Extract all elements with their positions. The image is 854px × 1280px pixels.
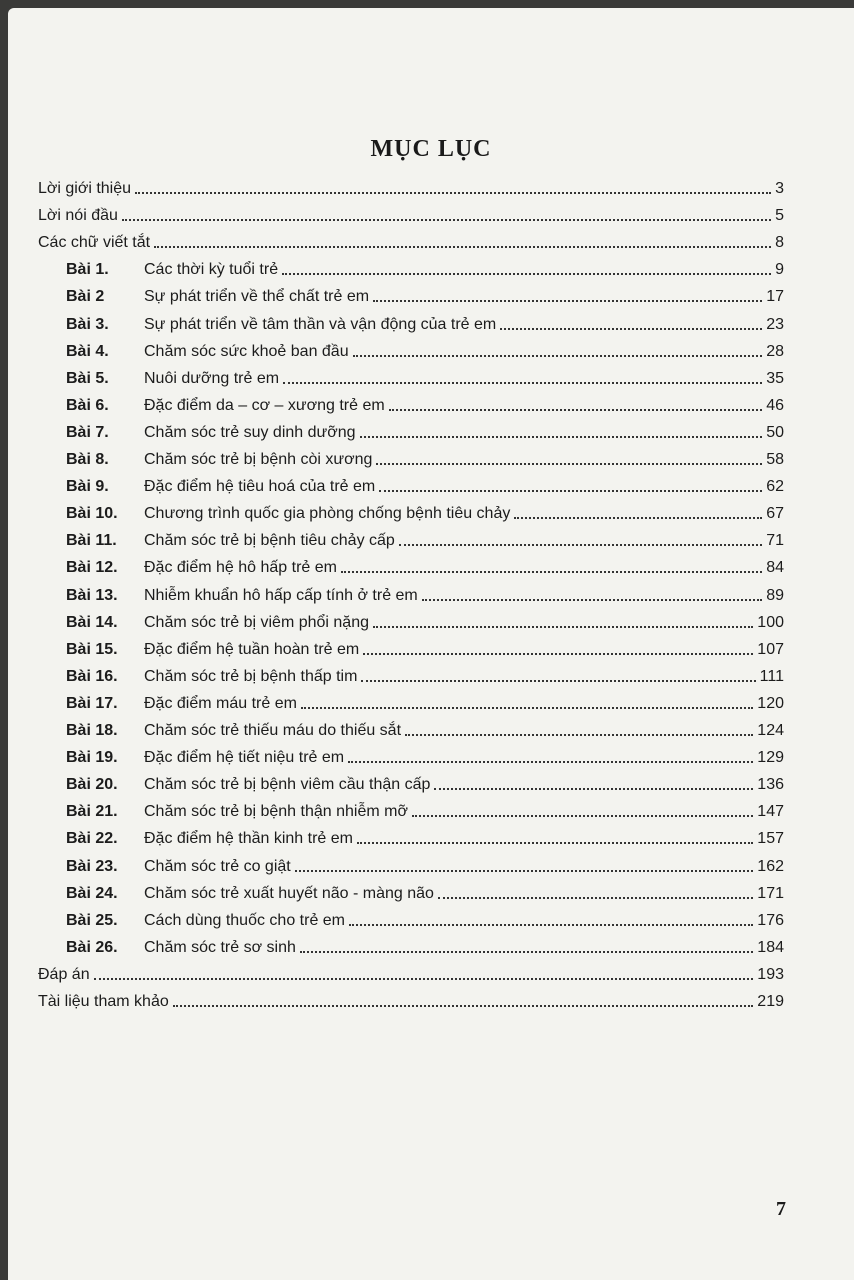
lesson-number: Bài 17. — [66, 694, 118, 712]
toc-lesson-row[interactable] — [66, 420, 784, 442]
dot-leader — [373, 300, 762, 302]
toc-entry-title: Cách dùng thuốc cho trẻ em — [144, 911, 346, 929]
toc-page-number: 171 — [757, 884, 784, 902]
toc-page-number: 129 — [757, 749, 784, 767]
lesson-number: Bài 26. — [66, 938, 118, 956]
toc-page-number: 107 — [757, 640, 784, 658]
dot-leader — [135, 192, 771, 194]
lesson-number: Bài 7. — [66, 423, 109, 441]
toc-page-number: 8 — [775, 234, 784, 252]
toc-page-number: 9 — [775, 261, 784, 279]
toc-entry-title: Đặc điểm hệ hô hấp trẻ em — [144, 559, 337, 577]
toc-page-number: 89 — [766, 586, 784, 604]
toc-entry-title: Các thời kỳ tuổi trẻ — [144, 261, 279, 279]
dot-leader — [357, 842, 753, 844]
dot-leader — [341, 571, 762, 573]
toc-lesson-row[interactable] — [66, 637, 784, 659]
dot-leader — [283, 382, 762, 384]
dot-leader — [282, 273, 771, 275]
toc-page-number: 67 — [766, 505, 784, 523]
toc-page-number: 35 — [766, 369, 784, 387]
toc-page-number: 58 — [766, 451, 784, 468]
toc-lesson-row[interactable] — [66, 772, 784, 794]
toc-page-number: 176 — [757, 911, 784, 929]
dot-leader — [399, 544, 762, 546]
toc-lesson-row[interactable] — [66, 393, 784, 415]
dot-leader — [301, 707, 753, 709]
toc-page-number: 184 — [757, 938, 784, 956]
toc-entry-title: Chăm sóc trẻ bị bệnh thận nhiễm mỡ — [144, 803, 408, 821]
toc-lesson-row[interactable] — [66, 312, 784, 334]
toc-page-number: 23 — [766, 315, 784, 333]
toc-entry-title: Chương trình quốc gia phòng chống bệnh tiêu chảy — [144, 505, 511, 523]
toc-lesson-row[interactable] — [66, 528, 784, 550]
lesson-number: Bài 1. — [66, 261, 109, 279]
toc-entry-title: Đặc điểm hệ tiết niệu trẻ em — [144, 749, 345, 767]
lesson-number: Bài 3. — [66, 315, 109, 333]
toc-row[interactable] — [38, 230, 784, 252]
dot-leader — [363, 653, 753, 655]
toc-page-number: 219 — [757, 993, 784, 1010]
toc-entry-title: Chăm sóc trẻ co giật — [144, 857, 291, 875]
toc-lesson-row[interactable] — [66, 881, 784, 903]
lesson-number: Bài 22. — [66, 830, 118, 848]
dot-leader — [376, 463, 762, 465]
dot-leader — [173, 1005, 754, 1007]
toc-entry-title: Chăm sóc trẻ suy dinh dưỡng — [144, 423, 356, 441]
toc-page-number: 50 — [766, 423, 784, 441]
lesson-number: Bài 8. — [66, 451, 109, 468]
lesson-number: Bài 13. — [66, 586, 118, 604]
toc-entry-title: Chăm sóc trẻ sơ sinh — [144, 938, 296, 956]
toc-page-number: 111 — [759, 667, 784, 685]
lesson-number: Bài 16. — [66, 667, 118, 685]
toc-lesson-row[interactable] — [66, 474, 784, 496]
toc-page-number: 17 — [766, 288, 784, 306]
lesson-number: Bài 19. — [66, 749, 118, 767]
toc-entry-title: Đặc điểm hệ tiêu hoá của trẻ em — [144, 478, 376, 496]
dot-leader — [422, 599, 762, 601]
toc-entry-title: Tài liệu tham khảo — [38, 993, 169, 1010]
dot-leader — [500, 328, 762, 330]
toc-entry-title: Đặc điểm da – cơ – xương trẻ em — [144, 396, 385, 414]
toc-lesson-row[interactable] — [66, 908, 784, 930]
toc-entry-title: Nhiễm khuẩn hô hấp cấp tính ở trẻ em — [144, 586, 418, 604]
table-of-contents — [8, 8, 854, 1280]
lesson-number: Bài 6. — [66, 396, 109, 414]
lesson-number: Bài 12. — [66, 559, 118, 577]
dot-leader — [389, 409, 763, 411]
dot-leader — [154, 246, 771, 248]
toc-lesson-row[interactable] — [66, 447, 784, 469]
lesson-number: Bài 15. — [66, 640, 118, 658]
toc-entry-title: Chăm sóc trẻ bị bệnh viêm cầu thận cấp — [144, 776, 431, 794]
dot-leader — [373, 626, 753, 628]
lesson-number: Bài 23. — [66, 857, 118, 875]
toc-lesson-row[interactable] — [66, 826, 784, 848]
toc-page-number: 147 — [757, 803, 784, 821]
toc-entry-title: Sự phát triển về thể chất trẻ em — [144, 288, 370, 306]
toc-entry-title: Chăm sóc trẻ bị viêm phổi nặng — [144, 613, 369, 631]
dot-leader — [412, 815, 753, 817]
toc-page-number: 5 — [775, 207, 784, 225]
toc-lesson-row[interactable] — [66, 854, 784, 876]
lesson-number: Bài 25. — [66, 911, 118, 929]
toc-entry-title: Chăm sóc trẻ thiếu máu do thiếu sắt — [144, 722, 402, 739]
toc-page-number: 3 — [775, 180, 784, 197]
toc-lesson-row[interactable] — [66, 664, 784, 686]
lesson-number: Bài 10. — [66, 505, 118, 523]
toc-lesson-row[interactable] — [66, 339, 784, 361]
toc-row[interactable] — [38, 203, 784, 225]
toc-lesson-row[interactable] — [66, 745, 784, 767]
lesson-number: Bài 20. — [66, 776, 118, 794]
toc-entry-title: Lời nói đầu — [38, 207, 118, 225]
toc-page-number: 193 — [757, 965, 784, 983]
lesson-number: Bài 5. — [66, 369, 109, 387]
dot-leader — [353, 355, 763, 357]
toc-page-number: 157 — [757, 830, 784, 848]
dot-leader — [122, 219, 771, 221]
toc-lesson-row[interactable] — [66, 284, 784, 306]
toc-entry-title: Chăm sóc trẻ xuất huyết não - màng não — [144, 884, 434, 902]
dot-leader — [295, 870, 754, 872]
page-title: MỤC LỤC — [370, 136, 492, 162]
lesson-number: Bài 11. — [66, 532, 117, 550]
dot-leader — [348, 761, 753, 763]
toc-entry-title: Đặc điểm máu trẻ em — [144, 694, 297, 712]
toc-page-number: 100 — [757, 613, 784, 631]
toc-entry-title: Nuôi dưỡng trẻ em — [144, 369, 280, 387]
toc-row[interactable] — [38, 176, 784, 198]
toc-entry-title: Chăm sóc sức khoẻ ban đầu — [144, 342, 349, 360]
dot-leader — [360, 436, 763, 438]
toc-entry-title: Lời giới thiệu — [38, 180, 132, 197]
toc-lesson-row[interactable] — [66, 935, 784, 957]
toc-row[interactable] — [38, 989, 784, 1011]
toc-lesson-row[interactable] — [66, 366, 784, 388]
toc-page-number: 136 — [757, 776, 784, 794]
toc-entry-title: Sự phát triển về tâm thần và vận động của trẻ em — [144, 315, 497, 333]
toc-lesson-row[interactable] — [66, 257, 784, 279]
toc-entry-title: Chăm sóc trẻ bị bệnh tiêu chảy cấp — [144, 532, 395, 550]
dot-leader — [434, 788, 753, 790]
toc-lesson-row[interactable] — [66, 691, 784, 713]
lesson-number: Bài 21. — [66, 803, 118, 821]
book-page — [8, 8, 854, 1280]
toc-entry-title: Chăm sóc trẻ bị bệnh còi xương — [144, 451, 373, 468]
toc-page-number: 28 — [766, 342, 784, 360]
dot-leader — [300, 951, 753, 953]
toc-lesson-row[interactable] — [66, 610, 784, 632]
lesson-number: Bài 14. — [66, 613, 118, 631]
lesson-number: Bài 4. — [66, 342, 109, 360]
toc-entry-title: Các chữ viết tắt — [38, 234, 151, 252]
toc-entry-title: Đáp án — [38, 965, 90, 983]
toc-lesson-row[interactable] — [66, 718, 784, 740]
toc-row[interactable] — [38, 962, 784, 984]
toc-lesson-row[interactable] — [66, 799, 784, 821]
lesson-number: Bài 2 — [66, 288, 105, 306]
toc-page-number: 162 — [757, 857, 784, 875]
toc-page-number: 62 — [766, 478, 784, 496]
toc-page-number: 120 — [757, 694, 784, 712]
lesson-number: Bài 18. — [66, 722, 118, 739]
toc-page-number: 71 — [766, 532, 784, 550]
dot-leader — [514, 517, 762, 519]
lesson-number: Bài 9. — [66, 478, 109, 496]
toc-lesson-row[interactable] — [66, 501, 784, 523]
toc-page-number: 84 — [766, 559, 784, 577]
lesson-number: Bài 24. — [66, 884, 118, 902]
toc-entry-title: Chăm sóc trẻ bị bệnh thấp tim — [144, 667, 358, 685]
toc-lesson-row[interactable] — [66, 583, 784, 605]
dot-leader — [361, 680, 755, 682]
dot-leader — [438, 897, 753, 899]
toc-page-number: 46 — [766, 396, 784, 414]
toc-page-number: 124 — [757, 722, 784, 739]
dot-leader — [349, 924, 753, 926]
dot-leader — [94, 978, 754, 980]
dot-leader — [405, 734, 753, 736]
toc-entry-title: Đặc điểm hệ thần kinh trẻ em — [144, 830, 353, 848]
dot-leader — [379, 490, 762, 492]
toc-lesson-row[interactable] — [66, 555, 784, 577]
toc-entry-title: Đặc điểm hệ tuần hoàn trẻ em — [144, 640, 360, 658]
page-number: 7 — [776, 1198, 786, 1220]
